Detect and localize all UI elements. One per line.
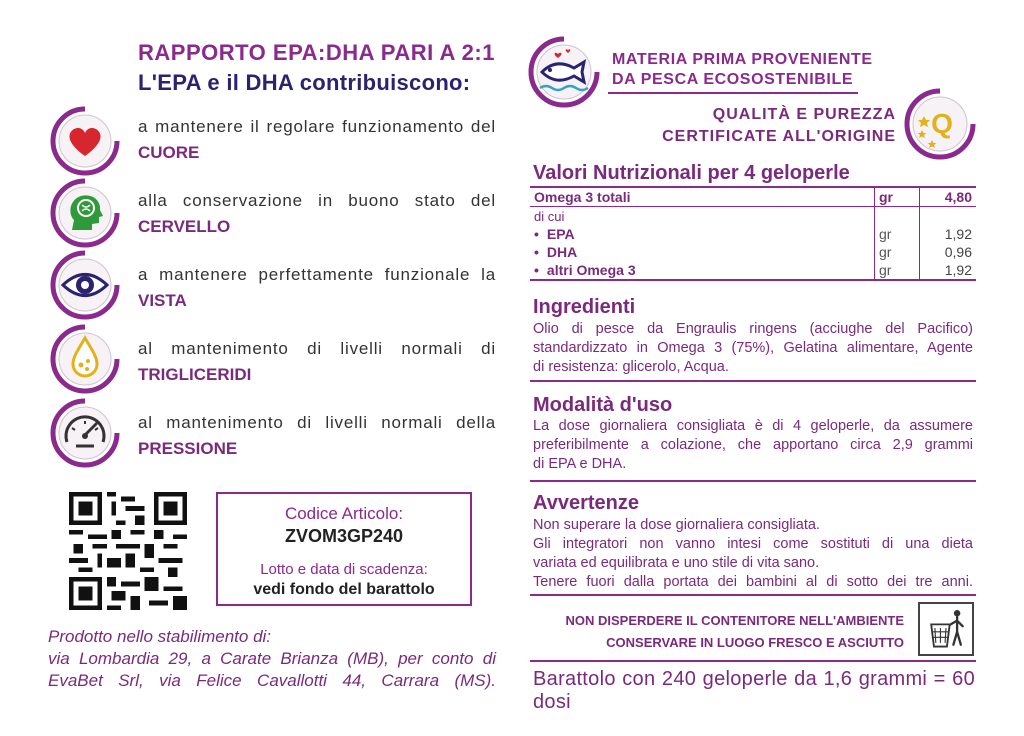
warnings-line2: Gli integratori non vanno intesi come sostituti di una dieta bbox=[533, 536, 973, 552]
ingredients-line1: Olio di pesce da Engraulis ringens (acciughe del Pacifico) bbox=[533, 321, 973, 337]
quality-claim bbox=[640, 104, 896, 148]
usage-line2: preferibilmente a colazione, che apportano circa 2,9 grammi bbox=[533, 437, 973, 453]
usage-title: Modalità d'uso bbox=[533, 394, 673, 416]
origin-claim bbox=[612, 50, 873, 90]
benefit-text: al mantenimento di livelli normali della bbox=[138, 413, 496, 432]
benefit-keyword: TRIGLICERIDI bbox=[138, 365, 252, 384]
heart-icon bbox=[50, 106, 120, 176]
benefit-gauge bbox=[138, 410, 496, 462]
table-row: • altri Omega 3 gr 1,92 bbox=[530, 261, 976, 280]
article-code-box bbox=[216, 492, 472, 606]
origin-line2: DA PESCA ECOSOSTENIBILE bbox=[612, 71, 854, 88]
table-row: • EPA gr 1,92 bbox=[530, 225, 976, 243]
total-unit: gr bbox=[875, 187, 920, 207]
lot-label: Lotto e data di scadenza: bbox=[260, 561, 428, 578]
disposal-line1: NON DISPERDERE IL CONTENITORE NELL'AMBIENTE bbox=[565, 613, 904, 628]
code-label: Codice Articolo: bbox=[284, 504, 404, 523]
eye-icon bbox=[50, 250, 120, 320]
disposal-notice bbox=[560, 610, 904, 654]
gauge-icon bbox=[50, 398, 120, 468]
nutrient-name: altri Omega 3 bbox=[546, 262, 636, 278]
disposal-line2: CONSERVARE IN LUOGO FRESCO E ASCIUTTO bbox=[606, 635, 904, 650]
badge-letter: Q bbox=[931, 108, 953, 139]
nutrient-value: 1,92 bbox=[920, 261, 977, 280]
heading-ratio: RAPPORTO EPA:DHA PARI A 2:1 bbox=[138, 40, 495, 65]
heading-contribute: L'EPA e il DHA contribuiscono: bbox=[138, 70, 471, 95]
quality-line2: CERTIFICATE ALL'ORIGINE bbox=[662, 128, 896, 145]
benefit-eye bbox=[138, 262, 496, 314]
total-label: Omega 3 totali bbox=[530, 187, 875, 207]
warnings-line3: variata ed equilibrata e uno stile di vita sano. bbox=[533, 555, 820, 571]
total-value: 4,80 bbox=[920, 187, 977, 207]
ingredients-title: Ingredienti bbox=[533, 296, 636, 318]
of-which-label: di cui bbox=[534, 208, 565, 224]
benefit-heart bbox=[138, 114, 496, 166]
producer-line3: EvaBet Srl, via Felice Cavallotti 44, Carrara (MS). bbox=[48, 671, 496, 690]
package-info: Barattolo con 240 geloperle da 1,6 grammi = 60 dosi bbox=[533, 668, 975, 713]
nutrition-title: Valori Nutrizionali per 4 geloperle bbox=[533, 162, 850, 184]
producer-line1: Prodotto nello stabilimento di: bbox=[48, 627, 272, 646]
table-row bbox=[530, 187, 976, 207]
divider bbox=[530, 594, 976, 596]
warnings-title: Avvertenze bbox=[533, 492, 639, 514]
nutrient-name: DHA bbox=[546, 244, 578, 260]
qr-code[interactable] bbox=[68, 492, 188, 610]
fish-sustainable-icon bbox=[528, 36, 600, 108]
nutrient-unit: gr bbox=[875, 243, 920, 261]
recycle-bin-icon bbox=[918, 602, 974, 656]
usage-line3: di EPA e DHA. bbox=[533, 456, 627, 472]
oil-drop-icon bbox=[50, 324, 120, 394]
producer-info bbox=[48, 626, 496, 692]
benefit-text: al mantenimento di livelli normali di bbox=[138, 339, 496, 358]
table-row bbox=[530, 207, 976, 226]
nutrient-unit: gr bbox=[875, 261, 920, 280]
benefit-text: a mantenere perfettamente funzionale la bbox=[138, 265, 496, 284]
benefit-text: a mantenere il regolare funzionamento del bbox=[138, 117, 496, 136]
usage-line1: La dose giornaliera consigliata è di 4 geloperle, da assumere bbox=[533, 418, 973, 434]
producer-line2: via Lombardia 29, a Carate Brianza (MB), per conto di bbox=[48, 649, 496, 668]
warnings-text bbox=[533, 516, 973, 592]
code-value: ZVOM3GP240 bbox=[284, 526, 404, 546]
ingredients-text bbox=[533, 320, 973, 377]
benefit-keyword: CERVELLO bbox=[138, 217, 231, 236]
nutrient-unit: gr bbox=[875, 225, 920, 243]
benefit-brain bbox=[138, 188, 496, 240]
brain-head-icon bbox=[50, 178, 120, 248]
benefit-keyword: PRESSIONE bbox=[138, 439, 238, 458]
benefit-drop bbox=[138, 336, 496, 388]
divider bbox=[530, 480, 976, 482]
ingredients-line2: standardizzato in Omega 3 (75%), Gelatina alimentare, Agente bbox=[533, 340, 973, 356]
lot-value: vedi fondo del barattolo bbox=[253, 581, 435, 598]
nutrient-name: EPA bbox=[546, 226, 575, 242]
benefit-text: alla conservazione in buono stato del bbox=[138, 191, 496, 210]
divider bbox=[530, 380, 976, 382]
benefit-keyword: VISTA bbox=[138, 291, 187, 310]
ingredients-line3: di resistenza: glicerolo, Acqua. bbox=[533, 359, 729, 375]
origin-line1: MATERIA PRIMA PROVENIENTE bbox=[612, 51, 873, 68]
warnings-line1: Non superare la dose giornaliera consigliata. bbox=[533, 517, 820, 533]
nutrient-value: 1,92 bbox=[920, 225, 977, 243]
quality-badge-icon bbox=[904, 88, 976, 160]
divider bbox=[530, 660, 976, 662]
nutrient-value: 0,96 bbox=[920, 243, 977, 261]
table-row: • DHA gr 0,96 bbox=[530, 243, 976, 261]
nutrition-table bbox=[530, 186, 976, 281]
divider bbox=[608, 92, 858, 94]
warnings-line4: Tenere fuori dalla portata dei bambini al di sotto dei tre anni. bbox=[533, 574, 973, 590]
benefit-keyword: CUORE bbox=[138, 143, 200, 162]
usage-text bbox=[533, 417, 973, 474]
quality-line1: QUALITÀ E PUREZZA bbox=[712, 106, 896, 123]
